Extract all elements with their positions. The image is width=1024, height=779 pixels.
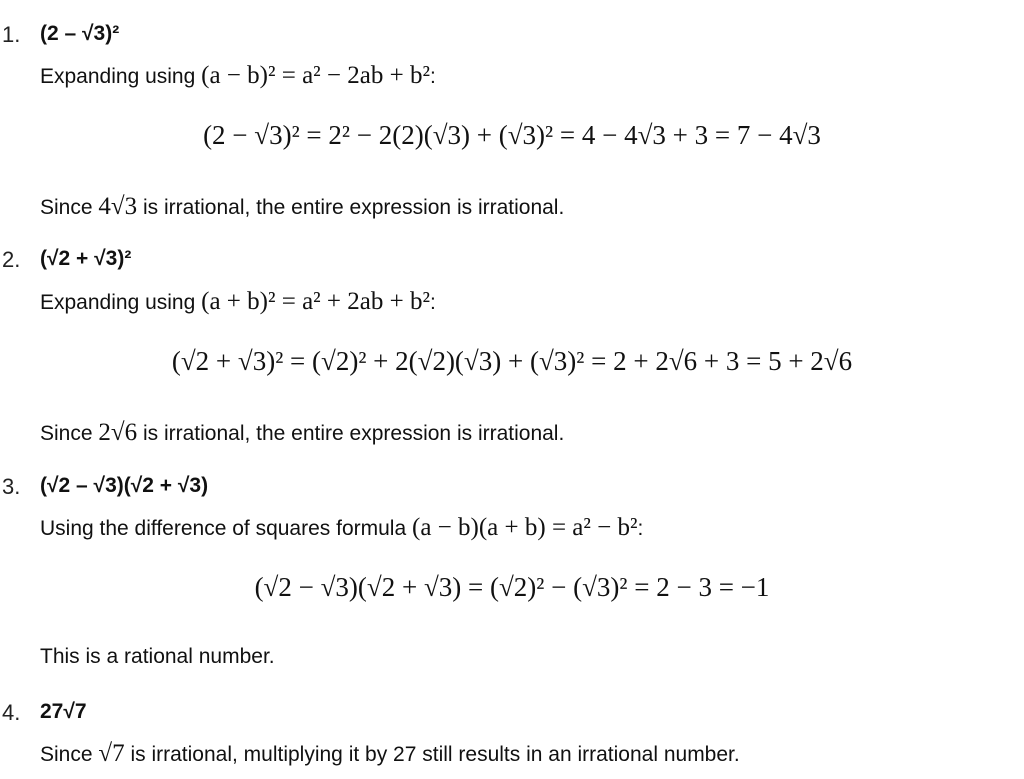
item-2-conclusion-math: 2√6 [98, 419, 138, 446]
item-2-conclusion-prefix: Since [40, 422, 93, 445]
item-1-formula: (a − b)² = a² − 2ab + b² [201, 62, 430, 89]
item-4-conclusion-suffix: is irrational, multiplying it by 27 still results in an irrational number. [130, 743, 740, 766]
item-4-conclusion-math: √7 [98, 740, 125, 767]
item-2-title: (√2 + √3)² [40, 247, 132, 270]
item-3-intro [40, 514, 643, 542]
item-4-title: 27√7 [40, 700, 87, 723]
item-3-colon: : [637, 517, 644, 540]
item-3-intro-text: Using the difference of squares formula [40, 517, 407, 540]
item-2-conclusion-suffix: is irrational, the entire expression is irrational. [142, 422, 565, 445]
item-3-number: 3. [2, 474, 21, 499]
item-4-number: 4. [2, 700, 21, 725]
item-3-formula: (a − b)(a + b) = a² − b² [412, 514, 638, 541]
item-3-conclusion: This is a rational number. [40, 645, 275, 668]
item-1-display-equation: (2 − √3)² = 2² − 2(2)(√3) + (√3)² = 4 − 4√3 + 3 = 7 − 4√3 [203, 120, 821, 150]
item-1-intro [40, 62, 436, 90]
item-3-title: (√2 – √3)(√2 + √3) [40, 474, 209, 497]
item-2-number: 2. [2, 247, 21, 272]
item-2-display-equation: (√2 + √3)² = (√2)² + 2(√2)(√3) + (√3)² = 2 + 2√6 + 3 = 5 + 2√6 [171, 346, 853, 376]
item-1-conclusion [40, 193, 564, 221]
item-1-conclusion-math: 4√3 [98, 193, 138, 220]
item-2-colon: : [429, 291, 436, 314]
item-1-conclusion-prefix: Since [40, 196, 93, 219]
item-2-formula: (a + b)² = a² + 2ab + b² [201, 288, 430, 315]
item-3-display-equation: (√2 − √3)(√2 + √3) = (√2)² − (√3)² = 2 − 3 = −1 [254, 572, 770, 602]
item-1-number: 1. [2, 22, 21, 47]
item-1-title: (2 – √3)² [40, 22, 120, 45]
item-2-intro-text: Expanding using [40, 291, 196, 314]
item-1-intro-text: Expanding using [40, 65, 196, 88]
item-2-conclusion [40, 419, 564, 447]
item-1-colon: : [429, 65, 436, 88]
item-1-conclusion-suffix: is irrational, the entire expression is irrational. [142, 196, 565, 219]
item-4-conclusion [40, 740, 740, 768]
item-2-intro [40, 288, 436, 316]
item-4-conclusion-prefix: Since [40, 743, 93, 766]
